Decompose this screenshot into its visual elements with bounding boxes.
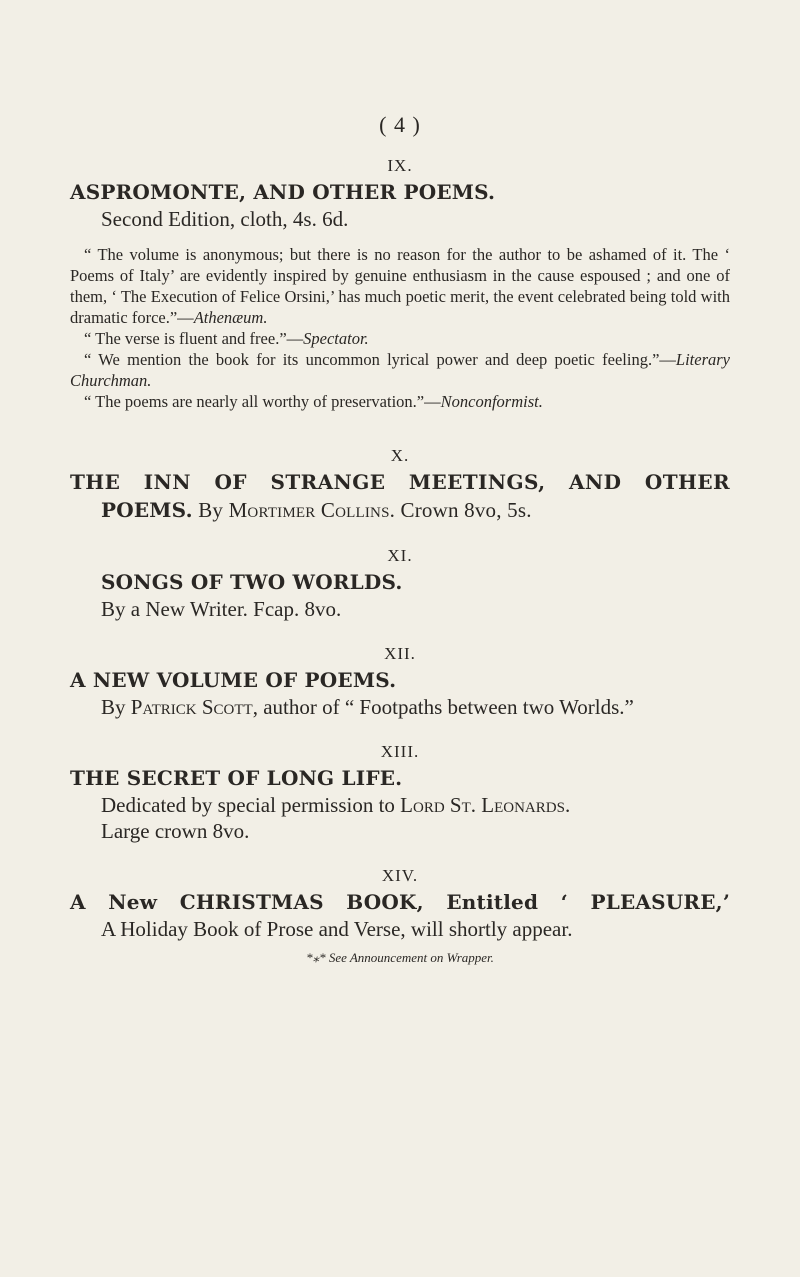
book-title: ASPROMONTE, AND OTHER POEMS. bbox=[70, 180, 496, 204]
section-ix bbox=[70, 156, 730, 412]
section-numeral: XIV. bbox=[381, 866, 419, 885]
author-name: Patrick Scott bbox=[130, 695, 253, 719]
wrapper-note: *⁎* See Announcement on Wrapper. bbox=[306, 950, 494, 965]
section-x bbox=[70, 446, 730, 524]
section-xi bbox=[70, 546, 730, 622]
edition-line: Second Edition, cloth, 4s. 6d. bbox=[101, 207, 349, 231]
section-xii bbox=[70, 644, 730, 720]
book-title: A New CHRISTMAS BOOK, Entitled ‘ PLEASURE,’ bbox=[70, 890, 730, 914]
book-title: THE SECRET OF LONG LIFE. bbox=[70, 766, 403, 790]
section-numeral: IX. bbox=[387, 156, 413, 175]
book-title-continued: POEMS. By Mortimer Collins. Crown 8vo, 5s. bbox=[101, 498, 532, 522]
section-xiii bbox=[70, 742, 730, 844]
book-title: THE INN OF STRANGE MEETINGS, AND OTHER bbox=[70, 470, 730, 494]
page bbox=[70, 112, 730, 979]
author-line: By Patrick Scott, author of “ Footpaths between two Worlds.” bbox=[101, 695, 634, 719]
format-line: Large crown 8vo. bbox=[101, 819, 250, 843]
review-quote: “ We mention the book for its uncommon lyrical power and deep poetic feeling.”—Literary Churchman. bbox=[70, 350, 730, 390]
author-line: By a New Writer. Fcap. 8vo. bbox=[101, 597, 342, 621]
review-quote: “ The volume is anonymous; but there is no reason for the author to be ashamed of it. The ‘ Poems of Italy’ are evidently inspired by genuine enthusiasm in the cause espoused ; and one of them, ‘ The Execution of Felice Orsini,’ has much poetic merit, the event celebrated being told with dramatic force.”—Athenæum. bbox=[70, 245, 730, 327]
review-source: Athenæum. bbox=[193, 308, 268, 327]
page-number: ( 4 ) bbox=[379, 112, 421, 137]
review-quote: “ The verse is fluent and free.”—Spectator. bbox=[84, 329, 369, 348]
section-numeral: XIII. bbox=[380, 742, 420, 761]
dedicatee-name: Lord St. Leonards bbox=[400, 793, 565, 817]
section-xiv bbox=[70, 866, 730, 966]
section-numeral: XII. bbox=[384, 644, 416, 663]
book-title: SONGS OF TWO WORLDS. bbox=[101, 570, 403, 594]
review-source: Nonconformist. bbox=[440, 392, 543, 411]
author-name: Mortimer Collins bbox=[228, 498, 390, 522]
section-numeral: X. bbox=[390, 446, 410, 465]
description-line: A Holiday Book of Prose and Verse, will shortly appear. bbox=[101, 917, 573, 941]
dedication-line: Dedicated by special permission to Lord St. Leonards. bbox=[101, 793, 571, 817]
review-source: Literary Churchman. bbox=[70, 350, 730, 390]
review-quote: “ The poems are nearly all worthy of preservation.”—Nonconformist. bbox=[84, 392, 543, 411]
review-quotes bbox=[70, 244, 730, 412]
review-source: Spectator. bbox=[303, 329, 369, 348]
book-title: A NEW VOLUME OF POEMS. bbox=[70, 668, 397, 692]
section-numeral: XI. bbox=[387, 546, 413, 565]
